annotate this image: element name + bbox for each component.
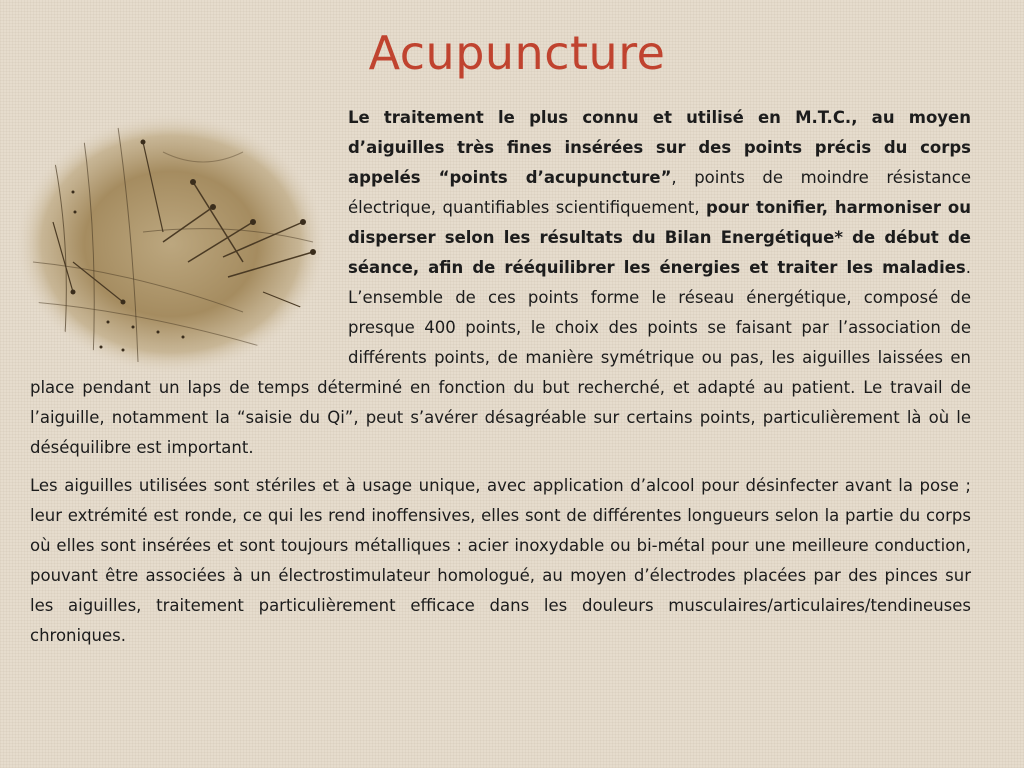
paragraph-1: Le traitement le plus connu et utilisé en M.T.C., au moyen d’aiguilles très fines insérées sur des points précis du corps appelés “points d’acupuncture”, points de moindre résistance électrique, quantifiables scientifiquement, pour tonifier, harmoniser ou disperser selon les résultats du Bilan Energétique* de début de séance, afin de rééquilibrer les énergies et traiter les maladies. L’ensemble de ces points forme le réseau énergétique, composé de presque 400 points, le choix des points se faisant par l’association de différents points, de manière symétrique ou pas, les aiguilles laissées en place pendant un laps de temps déterminé en fonction du but recherché, et adapté au patient. Le travail de l’aiguille, notamment la “saisie du Qi”, peut s’avérer désagréable sur certains points, particulièrement là où le déséquilibre est important. xyxy=(30,108,971,457)
slide-title: Acupuncture xyxy=(368,26,666,80)
paragraph-2: Les aiguilles utilisées sont stériles et à usage unique, avec application d’alcool pour désinfecter avant la pose ; leur extrémité est ronde, ce qui les rend inoffensives, elles sont de différentes longueurs selon la partie du corps où elles sont insérées et sont toujours métalliques : acier inoxydable ou bi-métal pour une meilleure conduction, pouvant être associées à un électrostimulateur homologué, au moyen d’électrodes placées par des pinces sur les aiguilles, traitement particulièrement efficace dans les douleurs musculaires/articulaires/tendineuses chroniques. xyxy=(30,476,971,645)
body-text xyxy=(30,103,971,651)
